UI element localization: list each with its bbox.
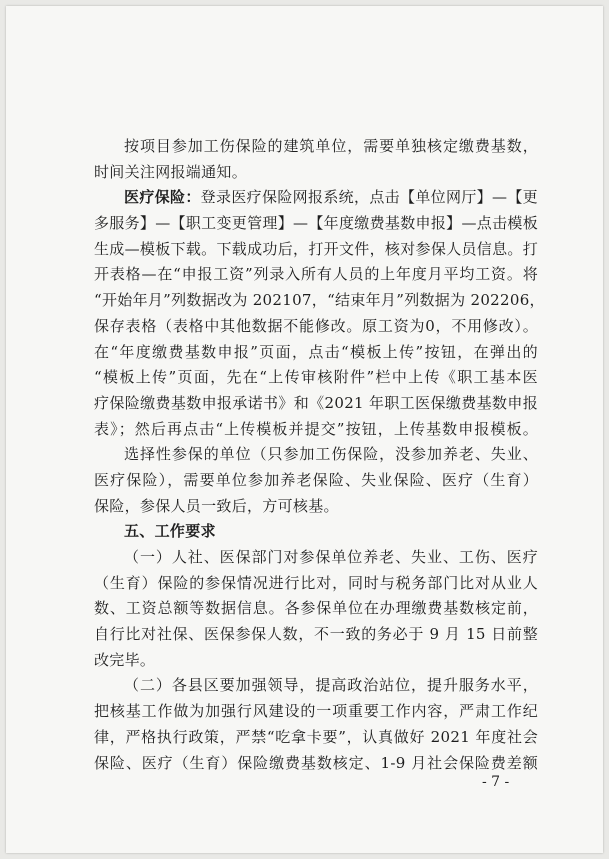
paragraph-line: 多服务】—【职工变更管理】—【年度缴费基数申报】—点击模板	[94, 214, 538, 233]
paragraph-line: 自行比对社保、医保参保人数，不一致的务必于 9 月 15 日前整	[94, 625, 538, 644]
paragraph-line: “开始年月”列数据改为 202107，“结束年月”列数据为 202206，	[94, 291, 545, 310]
medical-insurance-label: 医疗保险：	[124, 188, 201, 207]
document-page	[6, 6, 603, 853]
paragraph-line: （一）人社、医保部门对参保单位养老、失业、工伤、医疗	[124, 548, 538, 566]
paragraph-line: 选择性参保的单位（只参加工伤保险，没参加养老、失业、	[124, 445, 538, 464]
paragraph-line: 医疗保险），需要单位参加养老保险、失业保险、医疗（生育）	[94, 470, 538, 489]
paragraph-line: 保存表格（表格中其他数据不能修改。原工资为0，不用修改）。	[94, 316, 538, 335]
paragraph-line	[94, 185, 538, 211]
paragraph-line: 保险、医疗（生育）保险缴费基数核定、1-9 月社会保险费差额	[94, 753, 538, 772]
paragraph-line: （二）各县区要加强领导，提高政治站位，提升服务水平，	[124, 676, 538, 695]
paragraph-line: 在“年度缴费基数申报”页面，点击“模板上传”按钮，在弹出的	[94, 342, 538, 361]
section-heading: 五、工作要求	[124, 522, 216, 541]
paragraph-line: 生成—模板下载。下载成功后，打开文件，核对参保人员信息。打	[94, 239, 538, 258]
paragraph-line: 数、工资总额等数据信息。各参保单位在办理缴费基数核定前，	[94, 599, 538, 618]
page-number: - 7 -	[482, 774, 510, 790]
paragraph-line: 把核基工作做为加强行风建设的一项重要工作内容，严肃工作纪	[94, 702, 538, 721]
paragraph-line: 改完毕。	[94, 650, 156, 669]
paragraph-text: 登录医疗保险网报系统，点击【单位网厅】—【更	[200, 188, 538, 207]
paragraph-line: 保险，参保人员一致后，方可核基。	[94, 496, 339, 515]
paragraph-line: “模板上传”页面，先在“上传审核附件”栏中上传《职工基本医	[94, 368, 538, 387]
paragraph-line: 疗保险缴费基数申报承诺书》和《2021 年职工医保缴费基数申报	[94, 393, 538, 412]
paragraph-line: 按项目参加工伤保险的建筑单位，需要单独核定缴费基数，	[124, 137, 538, 155]
paragraph-line: 律，严格执行政策，严禁“吃拿卡要”，认真做好 2021 年度社会	[94, 727, 538, 746]
paragraph-line: 表》；然后再点击“上传模板并提交”按钮，上传基数申报模板。	[94, 419, 538, 438]
paragraph-line: （生育）保险的参保情况进行比对，同时与税务部门比对从业人	[94, 573, 538, 592]
document-body	[94, 134, 545, 776]
paragraph-line: 开表格—在“申报工资”列录入所有人员的上年度月平均工资。将	[94, 265, 538, 284]
paragraph-line: 时间关注网报端通知。	[94, 162, 248, 181]
